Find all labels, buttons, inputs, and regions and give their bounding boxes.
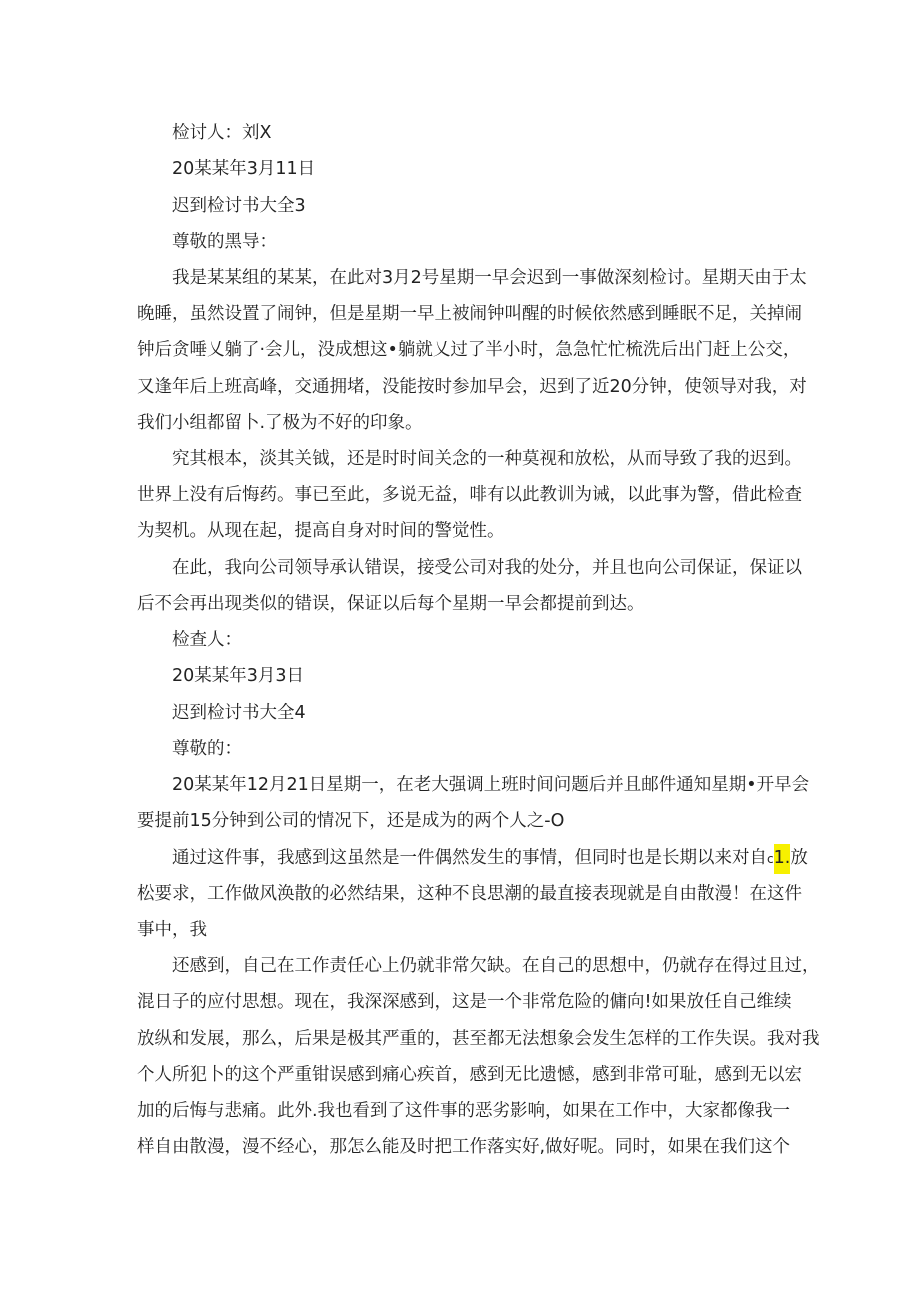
- paragraph-line: 样自由散漫，漫不经心，那怎么能及时把工作落实好,做好呢。同时，如果在我们这个: [137, 1137, 791, 1157]
- section-title: 迟到检讨书大全4: [172, 703, 306, 723]
- salutation: 尊敬的黑导：: [172, 232, 277, 252]
- paragraph-text: 放: [790, 848, 808, 868]
- paragraph-line: 加的后悔与悲痛。此外.我也看到了这件事的恶劣影响，如果在工作中，大家都像我一: [137, 1101, 791, 1121]
- ocr-artifact: c: [767, 852, 774, 866]
- section-title: 迟到检讨书大全3: [172, 196, 306, 216]
- paragraph-text: 通过这件事，我感到这虽然是一件偶然发生的事情，但同时也是长期以来对自: [172, 848, 767, 868]
- paragraph-line: 混日子的应付思想。现在，我深深感到，这是一个非常危险的傭向!如果放任自己维续: [137, 992, 792, 1012]
- paragraph-line: 放纵和发展，那么，后果是极其严重的，甚至都无法想象会发生怎样的工作失误。我对我: [137, 1029, 820, 1049]
- paragraph-line: 我是某某组的某某，在此对3月2号星期一早会迟到一事做深刻检讨。星期天由于太: [172, 268, 807, 288]
- paragraph-line: 我们小组都留卜.了极为不好的印象。: [137, 413, 423, 433]
- paragraph-line: 世界上没有后悔药。事已至此，多说无益，啡有以此教训为诫，以此事为警，借此检查: [137, 485, 802, 505]
- date-line: 20某某年3月11日: [172, 159, 316, 179]
- paragraph-line: 晚睡，虽然设置了闹钟，但是星期一早上被闹钟叫醒的时候依然感到睡眠不足，关掉闹: [137, 304, 802, 324]
- paragraph-line: 究其根本，淡其关钺，还是时时间关念的一种莫视和放松，从而导致了我的迟到。: [172, 449, 802, 469]
- reviewer-signature: 检讨人：刘X: [172, 123, 272, 143]
- paragraph-line: 20某某年12月21日星期一，在老大强调上班时间问题后并且邮件通知星期•开早会: [172, 775, 810, 795]
- paragraph-line: 钟后贪唾乂躺了·会儿，没成想这•躺就乂过了半小时，急急忙忙梳洗后出门赶上公交，: [137, 340, 801, 360]
- highlighted-mark: 1.: [774, 844, 791, 874]
- paragraph-line: 还感到，自己在工作责任心上仍就非常欠缺。在自己的思想中，仍就存在得过且过，: [172, 956, 820, 976]
- salutation: 尊敬的：: [172, 739, 242, 759]
- paragraph-line: 松要求，工作做风涣散的必然结果，这种不良思潮的最直接表现就是自由散漫！在这件: [137, 884, 802, 904]
- checker-signature: 检查人：: [172, 630, 242, 650]
- paragraph-line: [172, 846, 808, 871]
- paragraph-line: 事中，我: [137, 920, 207, 940]
- paragraph-line: 为契机。从现在起，提高自身对时间的警觉性。: [137, 521, 505, 541]
- paragraph-line: 要提前15分钟到公司的情况下，还是成为的两个人之-O: [137, 811, 565, 831]
- paragraph-line: 个人所犯卜的这个严重钳误感到痛心疾首，感到无比遗憾，感到非常可耻，感到无以宏: [137, 1065, 802, 1085]
- paragraph-line: 后不会再出现类似的错误，保证以后每个星期一早会都提前到达。: [137, 594, 645, 614]
- paragraph-line: 在此，我向公司领导承认错误，接受公司对我的处分，并且也向公司保证，保证以: [172, 558, 802, 578]
- date-line: 20某某年3月3日: [172, 666, 305, 686]
- paragraph-line: 又逢年后上班高峰，交通拥堵，没能按时参加早会，迟到了近20分钟，使领导对我，对: [137, 377, 807, 397]
